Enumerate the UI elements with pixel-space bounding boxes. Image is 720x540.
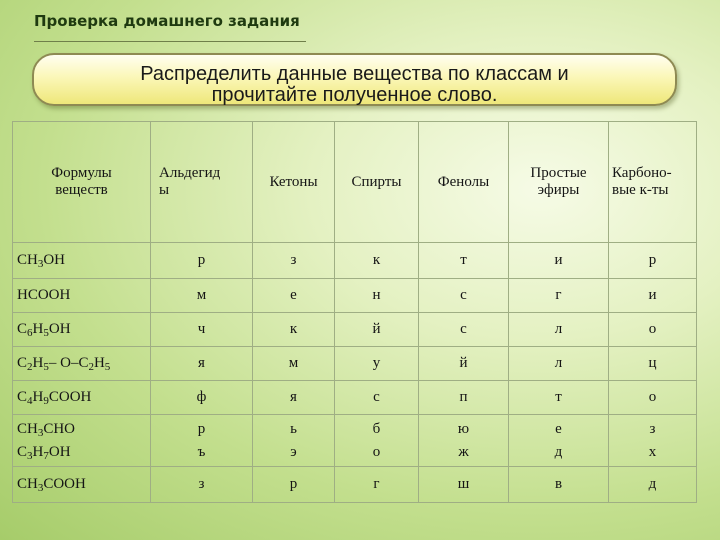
letter-cell: т [509, 381, 609, 415]
letter-cell [151, 415, 253, 467]
letter-cell: у [335, 347, 419, 381]
header-aldehydes-line-1: Альдегид [159, 165, 221, 181]
table-row [13, 381, 697, 415]
letter-cell: к [335, 243, 419, 279]
letter-cell: о [609, 313, 697, 347]
classification-table [12, 121, 697, 503]
letter-text: р [197, 420, 206, 437]
letter-text: б [372, 420, 381, 437]
letter-cell: с [419, 313, 509, 347]
letter-cell: л [509, 313, 609, 347]
header-ethers [509, 122, 609, 243]
formula-cell: $C_4H_9COOH$ [13, 381, 151, 415]
header-acids-line-2: вые к-ты [612, 182, 669, 198]
letter-text: д [554, 443, 563, 460]
formula-cell: $CH_3OH$ [13, 243, 151, 279]
letter-cell: р [253, 467, 335, 503]
letter-text: ъ [197, 443, 206, 460]
table-row [13, 347, 697, 381]
letter-cell: с [419, 279, 509, 313]
letter-cell: н [335, 279, 419, 313]
letter-cell: ш [419, 467, 509, 503]
letter-cell [509, 415, 609, 467]
header-formula-line-1: Формулы [51, 165, 112, 181]
letter-cell: д [609, 467, 697, 503]
header-acids-line-1: Карбоно- [612, 165, 672, 181]
formula-text: $C_3H_7OH$ [17, 443, 71, 462]
task-banner [32, 53, 677, 106]
header-ethers-line-2: эфиры [537, 182, 580, 198]
letter-cell: и [609, 279, 697, 313]
letter-cell: и [509, 243, 609, 279]
letter-cell: к [253, 313, 335, 347]
letter-cell [253, 415, 335, 467]
header-row [13, 122, 697, 243]
header-aldehydes [151, 122, 253, 243]
letter-text: ь [290, 420, 297, 437]
header-phenols: Фенолы [419, 122, 509, 243]
letter-text: з [649, 420, 656, 437]
header-formula-line-2: веществ [55, 182, 108, 198]
letter-cell: ц [609, 347, 697, 381]
formula-cell: $CH_3COOH$ [13, 467, 151, 503]
letter-cell [419, 415, 509, 467]
letter-cell: р [151, 243, 253, 279]
header-ketones: Кетоны [253, 122, 335, 243]
letter-text: ж [458, 443, 469, 460]
letter-cell: л [509, 347, 609, 381]
formula-cell: $C_2H_5-$ $O-C_2H_5$ [13, 347, 151, 381]
table-row [13, 415, 697, 467]
table-row [13, 467, 697, 503]
formula-cell: HCOOH [13, 279, 151, 313]
header-ethers-line-1: Простые [530, 165, 587, 181]
letter-cell: т [419, 243, 509, 279]
letter-cell: ф [151, 381, 253, 415]
letter-cell: о [609, 381, 697, 415]
letter-cell: м [253, 347, 335, 381]
letter-cell: ч [151, 313, 253, 347]
letter-text: х [648, 443, 657, 460]
letter-cell: з [253, 243, 335, 279]
header-acids [609, 122, 697, 243]
letter-cell: г [509, 279, 609, 313]
letter-cell [335, 415, 419, 467]
letter-cell: р [609, 243, 697, 279]
table-row [13, 313, 697, 347]
letter-cell: й [419, 347, 509, 381]
letter-cell: я [253, 381, 335, 415]
letter-text: о [372, 443, 381, 460]
header-alcohols: Спирты [335, 122, 419, 243]
letter-cell: я [151, 347, 253, 381]
letter-cell: г [335, 467, 419, 503]
letter-cell: в [509, 467, 609, 503]
letter-text: э [290, 443, 297, 460]
letter-cell: з [151, 467, 253, 503]
table-row [13, 279, 697, 313]
letter-cell [609, 415, 697, 467]
letter-text: ю [457, 420, 470, 437]
letter-cell: с [335, 381, 419, 415]
header-aldehydes-line-2: ы [159, 182, 170, 198]
table-row [13, 243, 697, 279]
header-formula [13, 122, 151, 243]
formula-cell [13, 415, 151, 467]
task-text-line-2: прочитайте полученное слово. [211, 84, 498, 106]
letter-cell: п [419, 381, 509, 415]
letter-text: е [555, 420, 562, 437]
formula-cell: $C_6H_5OH$ [13, 313, 151, 347]
letter-cell: й [335, 313, 419, 347]
slide-title: Проверка домашнего задания [34, 12, 300, 30]
letter-cell: е [253, 279, 335, 313]
letter-cell: м [151, 279, 253, 313]
title-underline [34, 41, 306, 42]
formula-text: $CH_3CHO$ [17, 420, 76, 439]
task-text-line-1: Распределить данные вещества по классам и [140, 63, 569, 85]
